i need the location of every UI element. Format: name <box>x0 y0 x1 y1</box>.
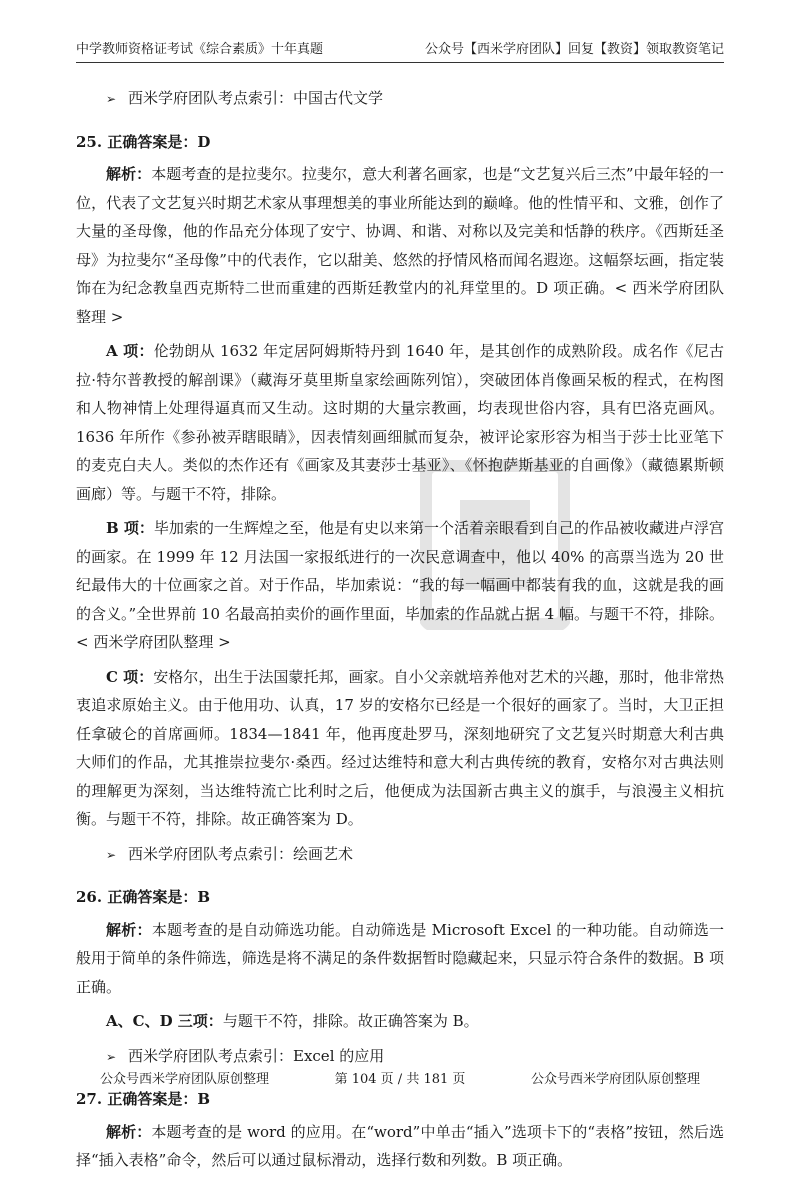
paragraph-lead: 解析： <box>106 165 152 183</box>
option-paragraph <box>76 663 724 834</box>
analysis-paragraph <box>76 160 724 331</box>
analysis-paragraph <box>76 916 724 1002</box>
option-paragraph <box>76 337 724 508</box>
paragraph-lead: 解析： <box>106 920 152 939</box>
paragraph-text: 本题考查的是 word 的应用。在“word”中单击“插入”选项卡下的“表格”按钮，然后选择“插入表格”命令，然后可以通过鼠标滑动，选择行数和列数。B 项正确。 <box>76 1122 724 1169</box>
paragraph-text: 伦勃朗从 1632 年定居阿姆斯特丹到 1640 年，是其创作的成熟阶段。成名作《尼古拉·特尔普教授的解剖课》（藏海牙莫里斯皇家绘画陈列馆），突破团体肖像画呆板的程式，在构图和人物神情上处理得逼真而又生动。这时期的大量宗教画，均表现世俗内容，具有巴洛克画风。1636 年所作《参孙被弄瞎眼睛》，因表情刻画细腻而复杂，被评论家形容为相当于莎士比亚笔下的麦克白夫人。类似的杰作还有《画家及其妻莎士基亚》、《怀抱萨斯基亚的自画像》（藏德累斯顿画廊）等。与题干不符，排除。 <box>76 342 724 503</box>
page-number: 第 104 页 / 共 181 页 <box>334 1072 466 1087</box>
index-text: 西米学府团队考点索引：绘画艺术 <box>128 844 354 863</box>
analysis-paragraph <box>76 1118 724 1175</box>
header-left: 中学教师资格证考试《综合素质》十年真题 <box>76 42 324 57</box>
option-paragraph <box>76 1007 724 1036</box>
paragraph-text: 安格尔，出生于法国蒙托邦，画家。自小父亲就培养他对艺术的兴趣，那时，他非常热衷追求原始主义。由于他用功、认真，17 岁的安格尔已经是一个很好的画家了。当时，大卫正担任拿破仑的首席画师。1834—1841 年，他再度赴罗马，深刻地研究了文艺复兴时期意大利古典大师们的作品，尤其推崇拉斐尔·桑西。经过达维特和意大利古典传统的教育，安格尔对古典法则的理解更为深刻，当达维特流亡比利时之后，他便成为法国新古典主义的旗手，与浪漫主义相抗衡。与题干不符，排除。故正确答案为 D。 <box>76 667 724 828</box>
question-answer-heading: 26. 正确答案是：B <box>76 888 210 906</box>
index-text: 西米学府团队考点索引：Excel 的应用 <box>128 1046 385 1065</box>
paragraph-text: 与题干不符，排除。故正确答案为 B。 <box>222 1012 479 1030</box>
paragraph-lead: 解析： <box>106 1122 152 1141</box>
footer-left: 公众号西米学府团队原创整理 <box>100 1072 270 1087</box>
footer-right: 公众号西米学府团队原创整理 <box>530 1072 700 1087</box>
paragraph-lead: C 项： <box>106 667 154 686</box>
paragraph-text: 本题考查的是自动筛选功能。自动筛选是 Microsoft Excel 的一种功能。自动筛选一般用于简单的条件筛选，筛选是将不满足的条件数据暂时隐藏起来，只显示符合条件的数据。B 项正确。 <box>76 920 724 996</box>
index-line <box>76 840 724 870</box>
arrow-bullet-icon: ➢ <box>106 92 117 106</box>
question-answer-heading: 25. 正确答案是：D <box>76 132 211 151</box>
option-paragraph <box>76 514 724 657</box>
paragraph-text: 本题考查的是拉斐尔。拉斐尔，意大利著名画家，也是“文艺复兴后三杰”中最年轻的一位，代表了文艺复兴时期艺术家从事理想美的事业所能达到的巅峰。他的性情平和、文雅，创作了大量的圣母像，他的作品充分体现了安宁、协调、和谐、对称以及完美和恬静的秩序。《西斯廷圣母》为拉斐尔“圣母像”中的代表作，它以甜美、悠然的抒情风格而闻名遐迩。这幅祭坛画，指定装饰在为纪念教皇西克斯特二世而重建的西斯廷教堂内的礼拜堂里的。D 项正确。< 西米学府团队整理 > <box>76 165 724 326</box>
page-content <box>76 80 724 1181</box>
page-header <box>76 38 724 63</box>
header-right: 公众号【西米学府团队】回复【教资】领取教资笔记 <box>424 42 724 57</box>
index-text: 西米学府团队考点索引：中国古代文学 <box>128 89 384 107</box>
page-footer <box>100 1068 700 1087</box>
index-line <box>76 1042 724 1072</box>
index-line <box>76 84 724 114</box>
paragraph-lead: A 项： <box>106 342 154 360</box>
paragraph-lead: B 项： <box>106 519 154 537</box>
question-answer-heading: 27. 正确答案是：B <box>76 1090 210 1108</box>
paragraph-text: 毕加索的一生辉煌之至，他是有史以来第一个活着亲眼看到自己的作品被收藏进卢浮宫的画家。在 1999 年 12 月法国一家报纸进行的一次民意调查中，他以 40% 的高票当选为 20 世纪最伟大的十位画家之首。对于作品，毕加索说：“我的每一幅画中都装有我的血，这就是我的画的含义。”全世界前 10 名最高拍卖价的画作里面，毕加索的作品就占据 4 幅。与题干不符，排除。< 西米学府团队整理 > <box>76 519 724 651</box>
arrow-bullet-icon: ➢ <box>106 1049 117 1064</box>
paragraph-lead: A、C、D 三项： <box>106 1012 223 1030</box>
arrow-bullet-icon: ➢ <box>106 847 117 862</box>
